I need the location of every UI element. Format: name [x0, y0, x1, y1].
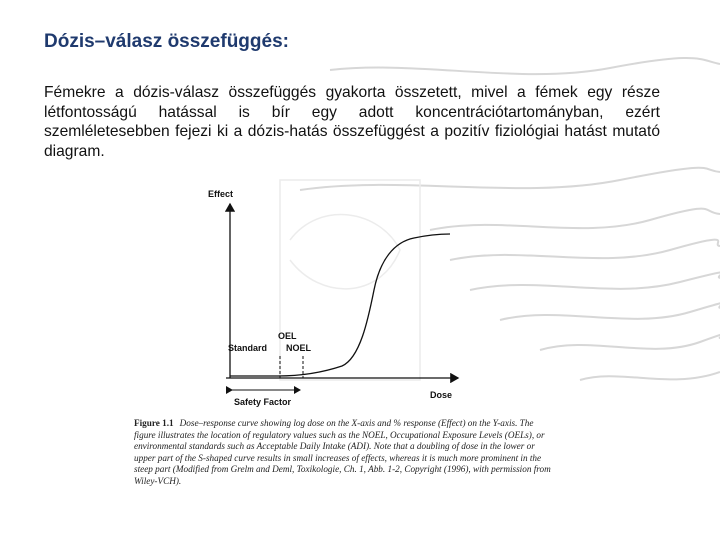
- slide-body-text: Fémekre a dózis-válasz összefüggés gyakorta összetett, mivel a fémek egy része létfontosságú hatással is bír egy adott koncentrációtartományban, ezért szemléletesebben fejezi ki a dózis-hatás összefüggést a pozitív fiziológiai hatást mutató diagram.: [44, 84, 660, 160]
- safety-factor-label: Safety Factor: [234, 397, 292, 407]
- noel-label: NOEL: [286, 343, 312, 353]
- x-axis-label: Dose: [430, 390, 453, 400]
- figure-caption-text: Dose–response curve showing log dose on the X-axis and % response (Effect) on the Y-axis. The figure illustrates the location of regulatory values such as the NOEL, Occupational Exposure Levels (OELs), or environmental standards such as Acceptable Daily Intake (ADI). Note that a doubling of dose in the lower or upper part of the S-shaped curve results in small increases of effects, whereas it is much more prominent in the steep part (Modified from Grelm and Deml, Toxikologie, Ch. 1, Abb. 1-2, Copyright (1996), with permission from Wiley-VCH).: [134, 418, 551, 486]
- figure-number: Figure 1.1: [134, 418, 174, 428]
- y-axis-label: Effect: [208, 189, 234, 199]
- dose-response-curve: [230, 234, 450, 376]
- figure-caption: [134, 418, 554, 488]
- dose-response-diagram: [128, 180, 568, 420]
- oel-label: OEL: [278, 331, 297, 341]
- standard-label: Standard: [228, 343, 268, 353]
- slide-title: Dózis–válasz összefüggés:: [44, 31, 289, 52]
